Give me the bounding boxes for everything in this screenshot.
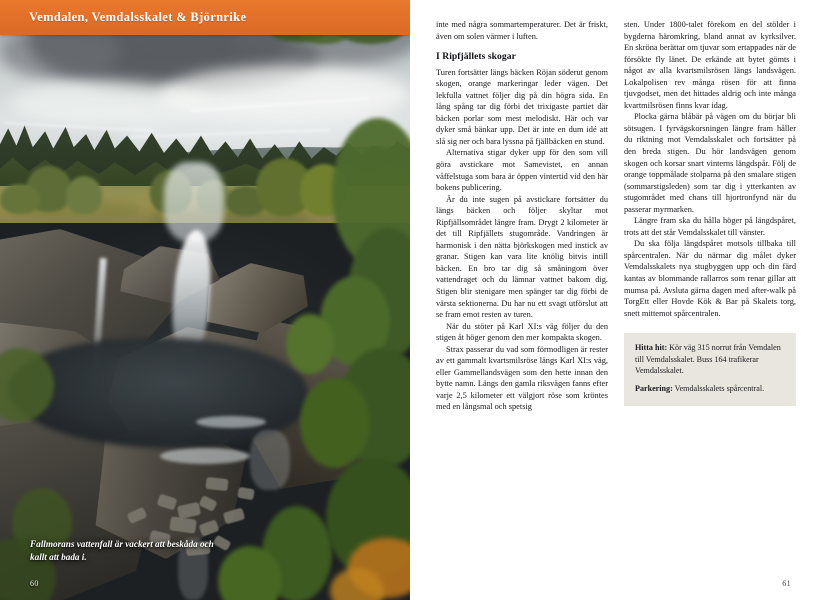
body-paragraph: När du stöter på Karl XI:s väg följer du den stigen åt höger genom den mer kompakta skogen.	[436, 321, 608, 343]
section-title: Vemdalen, Vemdalsskalet & Björnrike	[29, 10, 247, 24]
waterfall-gorge-photo	[0, 18, 410, 600]
info-label: Hitta hit:	[635, 343, 668, 353]
birch-foliage	[300, 378, 370, 468]
info-item	[635, 383, 785, 394]
section-subheading: I Ripfjällets skogar	[436, 51, 516, 63]
body-paragraph: Alternativa stigar dyker upp för den som vill göra avstickare mot Samevistet, en annan våffelstuga som bara är öppen vintertid vid den här bokens publicering.	[436, 148, 608, 193]
folio-left: 60	[30, 579, 39, 588]
body-paragraph: Längre fram ska du hålla höger på längdspåret, trots att det står Vemdalsskalet till vänster.	[624, 216, 796, 237]
text-columns	[436, 19, 796, 571]
birch-foliage	[286, 314, 334, 374]
practical-info-box	[624, 333, 796, 405]
info-item	[635, 342, 785, 376]
carryover-paragraph: inte med några sommartemperaturer. Det är friskt, även om solen värmer i luften.	[436, 20, 608, 41]
rubble-stone	[205, 477, 228, 491]
body-paragraph: Turen fortsätter längs bäcken Röjan söderut genom skogen, orange markeringar leder vägen. Det lekfulla vattnet följer dig på din högra sida. En lång spång tar dig förbi det trixigaste partiet där bäcken porlar som mest melodiskt. Här och var dyker små bänkar upp. Det är inte en dum idé att slå sig ner och bara lyssna på fjällbäcken en stund.	[436, 67, 608, 146]
body-paragraph: Strax passerar du vad som förmodligen är rester av ett gammalt kvartsmilsröse längs Karl XI:s väg, eller Gammellandsvägen som den hette innan den bytte namn. Längs den gamla riksvägen fanns efter varje 2,5 kilometer ett välgjort röse som kröntes med en långsmal och spetsig	[436, 344, 608, 412]
info-text: Kör väg 315 norrut från Vemdalen till Vemdalsskalet. Buss 164 trafikerar Vemdalsskalet.	[635, 343, 781, 375]
shrub	[0, 184, 40, 214]
folio-right: 61	[782, 579, 791, 588]
info-label: Parkering:	[635, 384, 673, 394]
water-foam	[196, 416, 266, 428]
body-paragraph: sten. Under 1800-talet förekom en del stölder i bygderna häromkring, bland annat av kyrksilver. En skröna berättar om tjuvar som ertappades när de försökte fly länet. De erkände att bytet gömts i något av alla kvartsmilsrösen längs landsvägen. Lokalpolisen rev många rösen för att finna tjuvgodset, men det hittades aldrig och inte många kvartmilsrösen finns kvar idag.	[624, 20, 796, 110]
section-banner	[0, 0, 410, 35]
photo-caption: Fallmorans vattenfall är vackert att beskåda och kallt att bada i.	[30, 538, 214, 562]
body-paragraph: Plocka gärna blåbär på vägen om du börjar bli sötsugen. I fyrvägskorsningen längre fram håller du riktning mot Vemdalsskalet och fortsätter på den breda stigen. Du hör landsvägen genom skogen och korsar snart vinterns längdspår. Följ de orange toppmålade stolparna på den smalare stigen (sommarstigsleden) som tar dig i ytterkanten av stugområdet med chans till hjortronfynd när du passerar myrmarken.	[624, 112, 796, 214]
column-right	[624, 19, 796, 571]
shrub	[66, 176, 102, 214]
water-foam	[160, 448, 250, 464]
body-paragraph: Du ska följa längdspåret motsols tillbaka till spårcentralen. När du närmar dig målet dyker Vemdalsskalets nya stugbyggen upp och din färd kantas av blommande rallarros som renar gillar att mumsa på. Avsluta gärna dagen med after-walk på TorgEtt eller Hovde Kök & Bar på Skalets torg, snett mittemot spårcentralen.	[624, 239, 796, 318]
left-page	[0, 0, 410, 600]
column-left	[436, 19, 608, 571]
body-paragraph: Är du inte sugen på avstickare fortsätter du längs bäcken och följer skyltar mot Ripfjällsområdet längre fram. Drygt 2 kilometer är det till Ripfjällets stugområde. Vandringen är harmonisk i den nätta björkskogen med instick av granar. Stigen kan vara lite knölig bitvis intill bäcken. En bro tar dig så småningom över vattendraget och du lämnar vattnet bakom dig. Stigen blir stenigare men spänger tar dig förbi de värsta sektionerna. Du har nu ett svagt utförslut att se fram emot resten av turen.	[436, 194, 608, 320]
water-foam	[250, 430, 290, 490]
right-page	[410, 0, 821, 600]
info-text: Vemdalsskalets spårcentral.	[672, 384, 765, 394]
